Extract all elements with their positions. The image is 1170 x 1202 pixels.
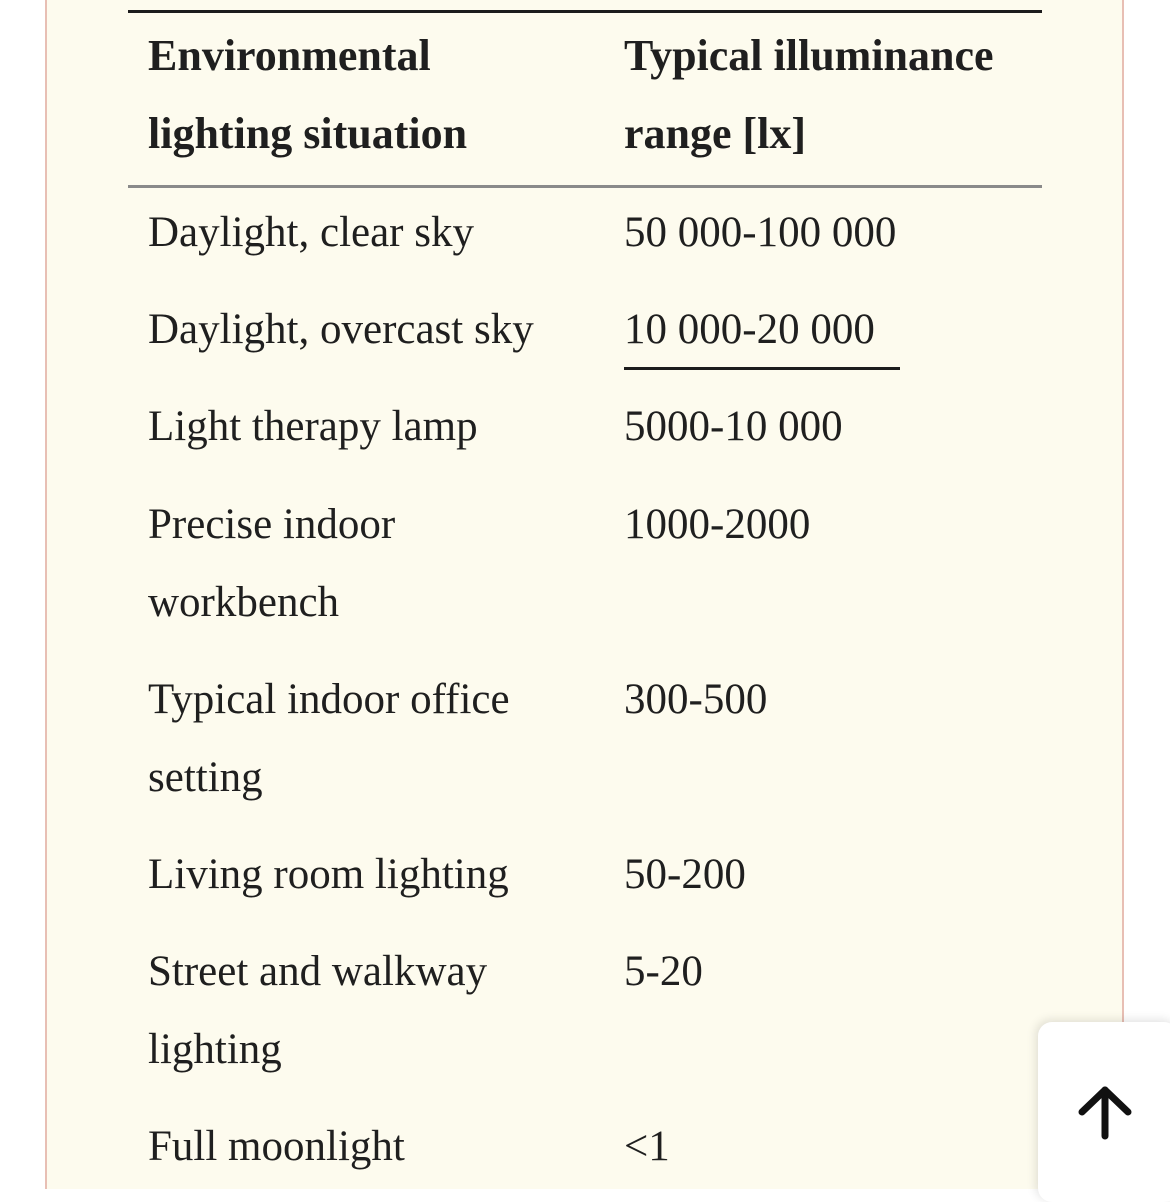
table-top-rule: [128, 10, 1042, 13]
scroll-to-top-button[interactable]: [1038, 1022, 1170, 1202]
row-7-range: 5-20: [624, 948, 703, 995]
row-5-range: 300-500: [624, 676, 768, 723]
row-2-range-underline: [624, 367, 900, 370]
row-7-situation-line2: lighting: [148, 1026, 282, 1073]
row-2-range: 10 000-20 000: [624, 306, 875, 353]
row-8-situation: Full moonlight: [148, 1123, 405, 1170]
row-4-situation-line2: workbench: [148, 579, 340, 626]
table-header-rule: [128, 185, 1042, 188]
row-5-situation-line1: Typical indoor office: [148, 676, 510, 723]
row-4-range: 1000-2000: [624, 501, 811, 548]
row-8-range: <1: [624, 1123, 670, 1170]
row-2-situation: Daylight, overcast sky: [148, 306, 534, 353]
header-situation-line2: lighting situation: [148, 109, 468, 158]
arrow-up-icon: [1076, 1086, 1134, 1140]
row-5-situation-line2: setting: [148, 754, 263, 801]
row-6-situation: Living room lighting: [148, 851, 509, 898]
row-6-range: 50-200: [624, 851, 746, 898]
row-3-situation: Light therapy lamp: [148, 403, 478, 450]
row-1-situation: Daylight, clear sky: [148, 209, 474, 256]
header-range-line2: range [lx]: [624, 109, 807, 158]
row-7-situation-line1: Street and walkway: [148, 948, 488, 995]
header-situation-line1: Environmental: [148, 31, 431, 80]
row-4-situation-line1: Precise indoor: [148, 501, 396, 548]
header-range-line1: Typical illuminance: [624, 31, 994, 80]
row-3-range: 5000-10 000: [624, 403, 843, 450]
row-1-range: 50 000-100 000: [624, 209, 897, 256]
